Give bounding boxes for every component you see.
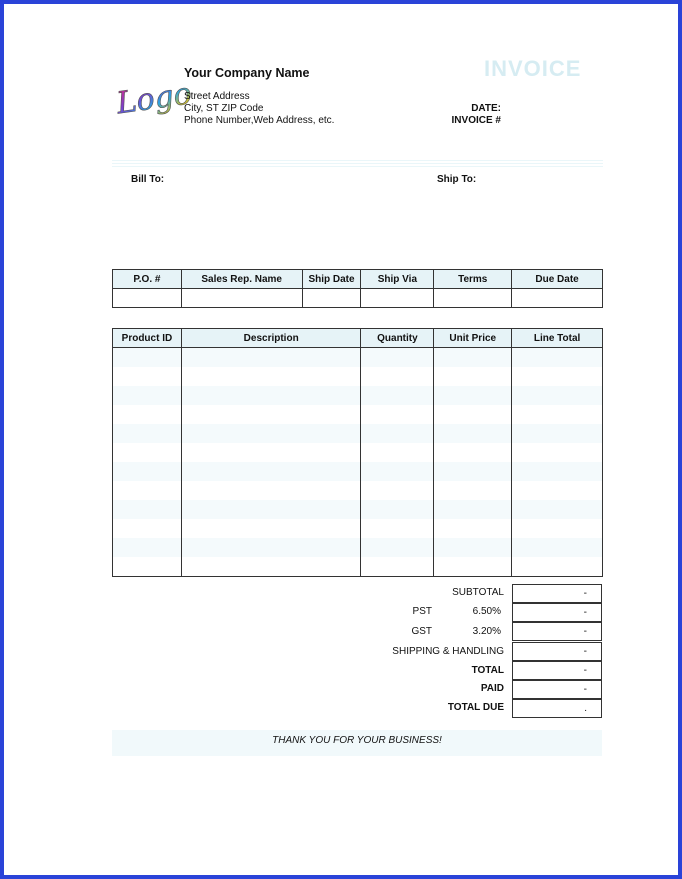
unit-price-cell[interactable] [434, 481, 512, 500]
quantity-cell[interactable] [361, 557, 434, 577]
table-row [113, 538, 603, 557]
table-row [113, 557, 603, 577]
product-id-cell[interactable] [113, 538, 182, 557]
description-cell[interactable] [181, 443, 361, 462]
quantity-cell[interactable] [361, 367, 434, 386]
bill-to-label: Bill To: [131, 174, 165, 185]
sales-rep-header: Sales Rep. Name [181, 270, 302, 289]
description-cell[interactable] [181, 557, 361, 577]
pst-label: PST [412, 606, 432, 617]
description-cell[interactable] [181, 481, 361, 500]
unit-price-cell[interactable] [434, 519, 512, 538]
line-total-cell[interactable] [512, 500, 603, 519]
quantity-cell[interactable] [361, 348, 434, 368]
products-body [113, 348, 603, 577]
line-total-cell[interactable] [512, 481, 603, 500]
total-value[interactable]: - [512, 661, 602, 680]
street-address: Street Address [184, 91, 250, 102]
product-id-cell[interactable] [113, 367, 182, 386]
quantity-cell[interactable] [361, 519, 434, 538]
contact-line: Phone Number,Web Address, etc. [184, 115, 335, 126]
quantity-cell[interactable] [361, 538, 434, 557]
gst-rate: 3.20% [472, 626, 501, 637]
company-name: Your Company Name [184, 66, 310, 80]
quantity-cell[interactable] [361, 481, 434, 500]
quantity-header: Quantity [361, 329, 434, 348]
subtotal-label: SUBTOTAL [452, 587, 504, 598]
city-state-zip: City, ST ZIP Code [184, 103, 264, 114]
description-cell[interactable] [181, 538, 361, 557]
date-label: DATE: [471, 103, 501, 114]
line-total-cell[interactable] [512, 443, 603, 462]
quantity-cell[interactable] [361, 500, 434, 519]
description-cell[interactable] [181, 348, 361, 368]
product-id-cell[interactable] [113, 462, 182, 481]
terms-header: Terms [434, 270, 512, 289]
line-total-cell[interactable] [512, 386, 603, 405]
thank-you-banner: THANK YOU FOR YOUR BUSINESS! [112, 730, 602, 756]
unit-price-cell[interactable] [434, 424, 512, 443]
unit-price-cell[interactable] [434, 538, 512, 557]
unit-price-cell[interactable] [434, 405, 512, 424]
total-due-value[interactable]: . [512, 699, 602, 718]
line-total-cell[interactable] [512, 462, 603, 481]
line-total-cell[interactable] [512, 538, 603, 557]
table-row [113, 386, 603, 405]
unit-price-header: Unit Price [434, 329, 512, 348]
quantity-cell[interactable] [361, 443, 434, 462]
unit-price-cell[interactable] [434, 386, 512, 405]
shipping-label: SHIPPING & HANDLING [392, 646, 504, 657]
logo-image [112, 66, 194, 126]
product-id-cell[interactable] [113, 557, 182, 577]
table-row [113, 443, 603, 462]
table-row [113, 500, 603, 519]
pst-value[interactable]: - [512, 603, 602, 622]
due-date-header: Due Date [512, 270, 603, 289]
unit-price-cell[interactable] [434, 557, 512, 577]
gst-label: GST [411, 626, 432, 637]
product-id-cell[interactable] [113, 386, 182, 405]
table-row [113, 367, 603, 386]
line-total-cell[interactable] [512, 367, 603, 386]
product-id-cell[interactable] [113, 424, 182, 443]
ship-to-label: Ship To: [437, 174, 477, 185]
po-number-header: P.O. # [113, 270, 182, 289]
line-total-cell[interactable] [512, 424, 603, 443]
terms-cell[interactable] [434, 289, 512, 308]
table-row [113, 348, 603, 368]
due-date-cell[interactable] [512, 289, 603, 308]
product-id-cell[interactable] [113, 481, 182, 500]
header-separator [112, 160, 603, 169]
description-cell[interactable] [181, 462, 361, 481]
pst-rate: 6.50% [472, 606, 501, 617]
paid-label: PAID [480, 683, 504, 694]
total-due-label: TOTAL DUE [447, 702, 504, 713]
description-cell[interactable] [181, 405, 361, 424]
unit-price-cell[interactable] [434, 443, 512, 462]
quantity-cell[interactable] [361, 386, 434, 405]
description-cell[interactable] [181, 386, 361, 405]
invoice-number-label: INVOICE # [451, 115, 501, 126]
order-info-table [112, 269, 603, 308]
invoice-title: INVOICE [484, 56, 582, 81]
gst-value[interactable]: - [512, 622, 602, 641]
unit-price-cell[interactable] [434, 348, 512, 368]
ship-date-cell[interactable] [302, 289, 361, 308]
ship-date-header: Ship Date [302, 270, 361, 289]
unit-price-cell[interactable] [434, 367, 512, 386]
ship-via-cell[interactable] [361, 289, 434, 308]
product-id-header: Product ID [113, 329, 182, 348]
table-row [113, 462, 603, 481]
shipping-value[interactable]: - [512, 642, 602, 661]
sales-rep-cell[interactable] [181, 289, 302, 308]
ship-via-header: Ship Via [361, 270, 434, 289]
quantity-cell[interactable] [361, 424, 434, 443]
product-id-cell[interactable] [113, 405, 182, 424]
unit-price-cell[interactable] [434, 462, 512, 481]
description-cell[interactable] [181, 424, 361, 443]
description-cell[interactable] [181, 519, 361, 538]
table-row [113, 519, 603, 538]
line-total-cell[interactable] [512, 405, 603, 424]
po-number-cell[interactable] [113, 289, 182, 308]
table-row [113, 405, 603, 424]
quantity-cell[interactable] [361, 405, 434, 424]
svg-text:Logo: Logo [114, 76, 194, 122]
line-total-header: Line Total [512, 329, 603, 348]
product-id-cell[interactable] [113, 500, 182, 519]
subtotal-value[interactable]: - [512, 584, 602, 603]
line-total-cell[interactable] [512, 348, 603, 368]
table-row [113, 481, 603, 500]
paid-value[interactable]: - [512, 680, 602, 699]
quantity-cell[interactable] [361, 462, 434, 481]
description-header: Description [181, 329, 361, 348]
product-id-cell[interactable] [113, 443, 182, 462]
description-cell[interactable] [181, 367, 361, 386]
description-cell[interactable] [181, 500, 361, 519]
line-total-cell[interactable] [512, 519, 603, 538]
total-label: TOTAL [471, 665, 504, 676]
product-id-cell[interactable] [113, 348, 182, 368]
product-id-cell[interactable] [113, 519, 182, 538]
line-total-cell[interactable] [512, 557, 603, 577]
unit-price-cell[interactable] [434, 500, 512, 519]
table-row [113, 424, 603, 443]
products-table [112, 328, 603, 577]
